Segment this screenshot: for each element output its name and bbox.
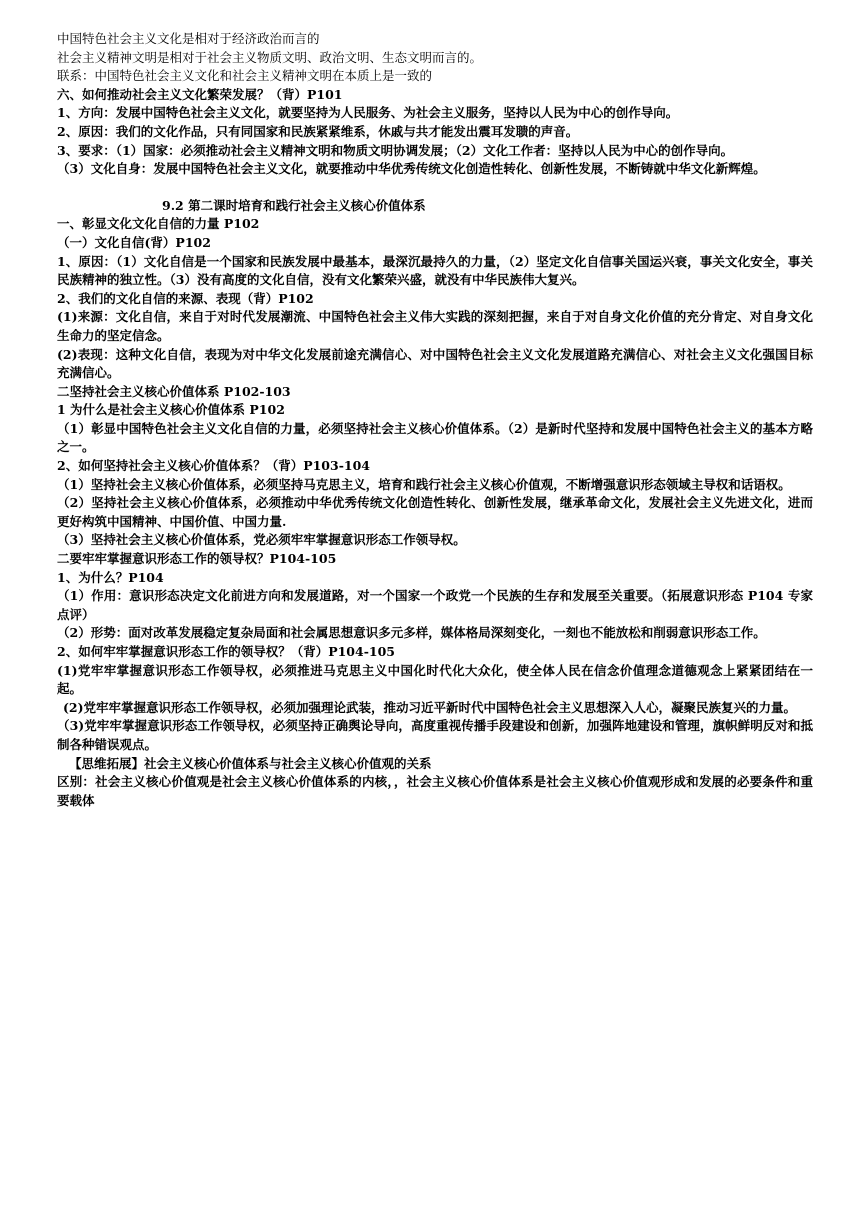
paragraph: （3）坚持社会主义核心价值体系，党必须牢牢掌握意识形态工作领导权。: [57, 532, 466, 548]
sub-heading: 2、如何坚持社会主义核心价值体系？（背）P103-104: [57, 458, 370, 474]
paragraph: （1）作用：意识形态决定文化前进方向和发展道路，对一个国家一个政党一个民族的生存和发展至关重要。（拓展意识形态 P104 专家点评）: [57, 588, 813, 622]
paragraph: （2）形势：面对改革发展稳定复杂局面和社会属思想意识多元多样，媒体格局深刻变化，一刻也不能放松和削弱意识形态工作。: [57, 625, 766, 641]
text-line: 联系：中国特色社会主义文化和社会主义精神文明在本质上是一致的: [57, 68, 433, 84]
sub-heading: 1 为什么是社会主义核心价值体系 P102: [57, 402, 285, 418]
paragraph: (1)党牢牢掌握意识形态工作领导权，必须推进马克思主义中国化时代化大众化，使全体人民在信念价值理念道德观念上紧紧团结在一起。: [57, 662, 813, 697]
paragraph: （1）坚持社会主义核心价值体系，必须坚持马克思主义，培育和践行社会主义核心价值观，不断增强意识形态领域主导权和话语权。: [57, 476, 791, 492]
paragraph: 3、要求：（1）国家：必须推动社会主义精神文明和物质文明协调发展；（2）文化工作者：坚持以人民为中心的创作导向。: [57, 142, 734, 158]
paragraph: （2）坚持社会主义核心价值体系，必须推动中华优秀传统文化创造性转化、创新性发展，继承革命文化，发展社会主义先进文化，进而更好构筑中国精神、中国价值、中国力量.: [57, 495, 813, 529]
sub-heading: 2、如何牢牢掌握意识形态工作的领导权？（背）P104-105: [57, 644, 395, 659]
lesson-title: 9.2 第二课时培育和践行社会主义核心价值体系: [162, 197, 426, 213]
paragraph: 1、原因：（1）文化自信是一个国家和民族发展中最基本，最深沉最持久的力量，（2）坚定文化自信事关国运兴衰，事关文化安全，事关民族精神的独立性。（3）没有高度的文化自信，没有文化繁荣兴盛，就没有中华民族伟大复兴。: [57, 253, 813, 288]
section-heading: 六、如何推动社会主义文化繁荣发展？（背）P101: [57, 86, 343, 102]
spacer: [57, 179, 813, 197]
section-heading: 二坚持社会主义核心价值体系 P102-103: [57, 383, 291, 399]
section-heading: 二要牢牢掌握意识形态工作的领导权？P104-105: [57, 551, 337, 567]
document-page: [57, 30, 813, 810]
extension-heading: 【思维拓展】社会主义核心价值体系与社会主义核心价值观的关系: [69, 755, 432, 771]
paragraph: 区别：社会主义核心价值观是社会主义核心价值体系的内核，，社会主义核心价值体系是社会主义核心价值观形成和发展的必要条件和重要载体: [57, 774, 813, 808]
paragraph: 1、方向：发展中国特色社会主义文化，就要坚持为人民服务、为社会主义服务，坚持以人民为中心的创作导向。: [57, 105, 679, 121]
paragraph: (2)党牢牢掌握意识形态工作领导权，必须加强理论武装，推动习近平新时代中国特色社会主义思想深入人心，凝聚民族复兴的力量。: [63, 699, 797, 715]
sub-heading: 1、为什么？P104: [57, 569, 164, 585]
paragraph: （1）彰显中国特色社会主义文化自信的力量，必须坚持社会主义核心价值体系。（2）是新时代坚持和发展中国特色社会主义的基本方略之一。: [57, 420, 813, 455]
paragraph: （3)党牢牢掌握意识形态工作领导权，必须坚持正确舆论导向，高度重视传播手段建设和创新，加强阵地建设和管理，旗帜鲜明反对和抵制各种错误观点。: [57, 718, 813, 752]
paragraph: (2)表现：这种文化自信，表现为对中华文化发展前途充满信心、对中国特色社会主义文化发展道路充满信心、对社会主义文化强国目标充满信心。: [57, 346, 813, 381]
text-line: 中国特色社会主义文化是相对于经济政治而言的: [57, 31, 320, 46]
sub-heading: 2、我们的文化自信的来源、表现（背）P102: [57, 290, 314, 306]
paragraph: (1)来源：文化自信，来自于对时代发展潮流、中国特色社会主义伟大实践的深刻把握，来自于对自身文化价值的充分肯定、对自身文化生命力的坚定信念。: [57, 309, 813, 343]
section-heading: 一、彰显文化文化自信的力量 P102: [57, 216, 260, 232]
text-line: 社会主义精神文明是相对于社会主义物质文明、政治文明、生态文明而言的。: [57, 49, 483, 65]
paragraph: （3）文化自身：发展中国特色社会主义文化，就要推动中华优秀传统文化创造性转化、创新性发展，不断铸就中华文化新辉煌。: [57, 161, 766, 177]
paragraph: 2、原因：我们的文化作品，只有同国家和民族紧紧维系，休戚与共才能发出震耳发聩的声音。: [57, 123, 579, 139]
sub-heading: （一）文化自信(背）P102: [57, 234, 211, 250]
